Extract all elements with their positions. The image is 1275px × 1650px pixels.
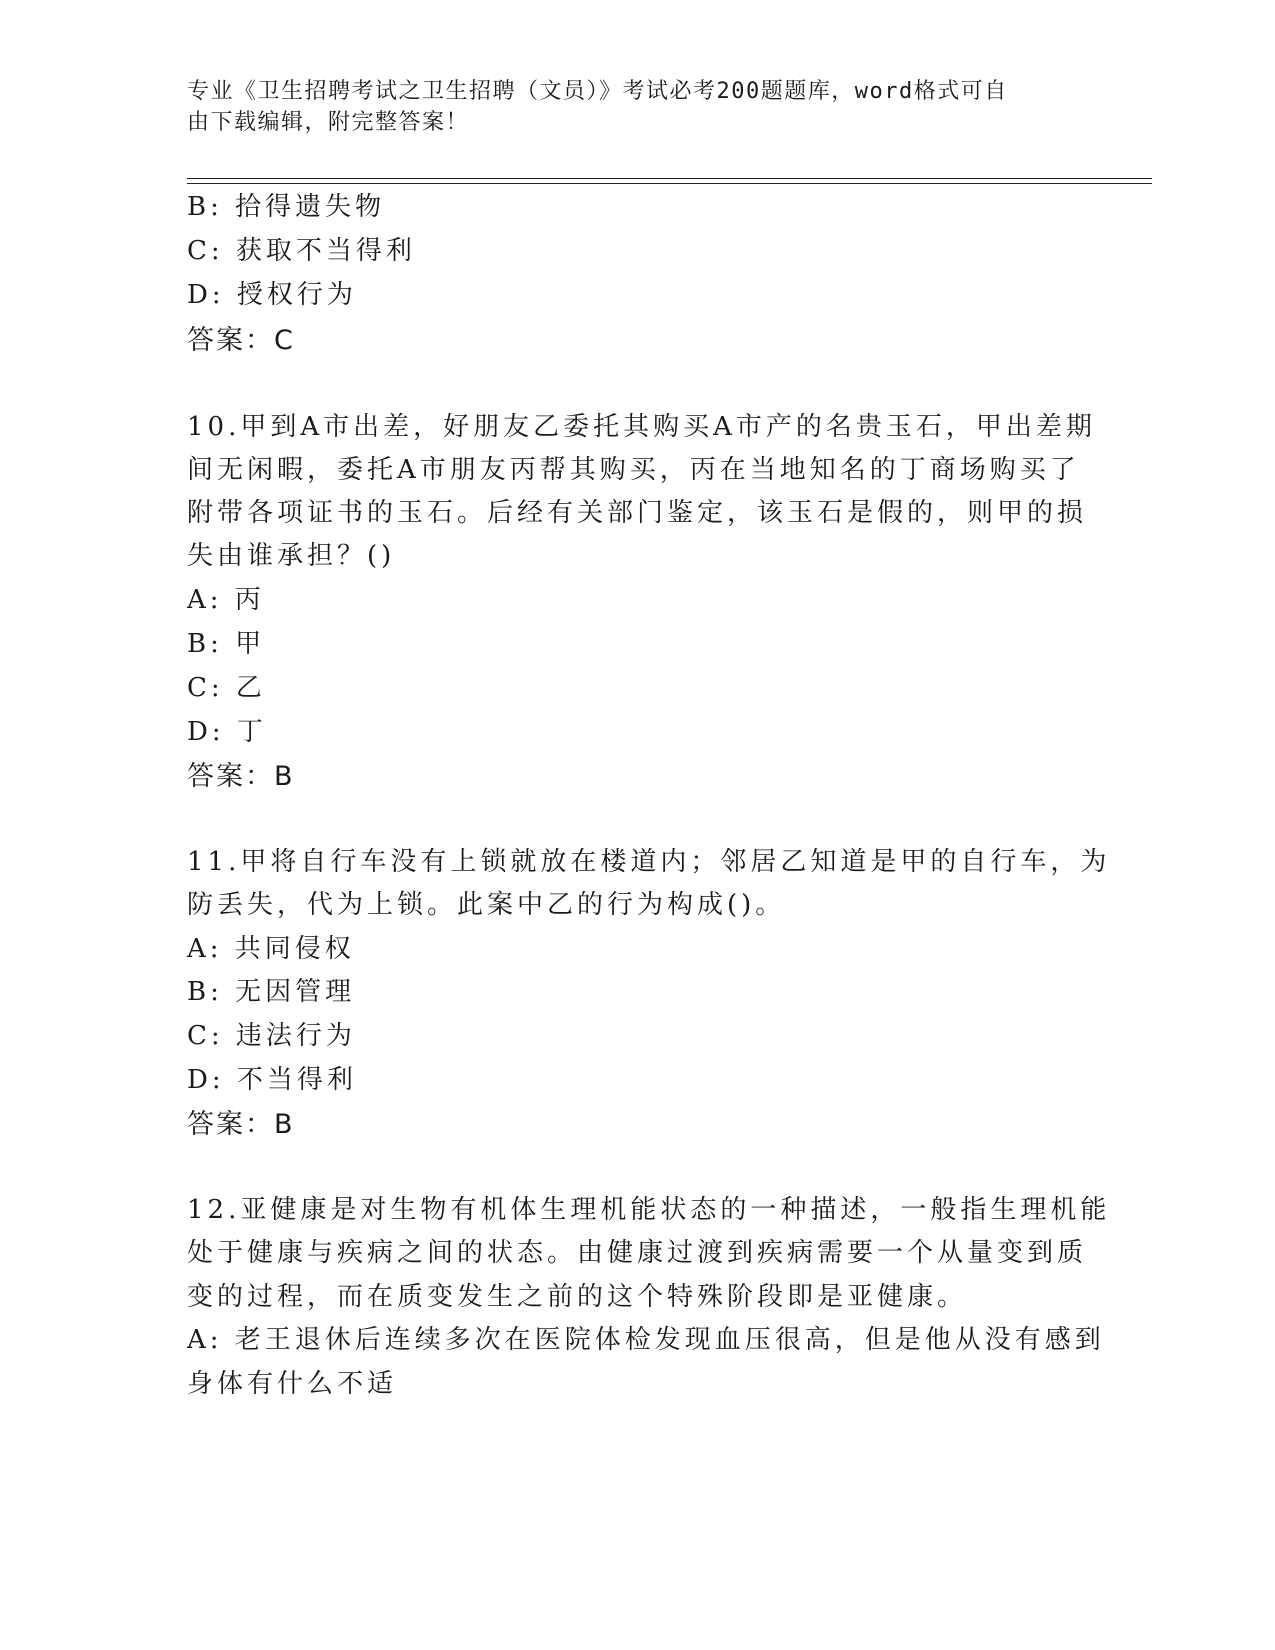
q10-stem-line-2: 间无闲暇，委托A市朋友丙帮其购买，丙在当地知名的丁商场购买了 xyxy=(187,455,1080,485)
q10-stem-line-1: 10.甲到A市出差，好朋友乙委托其购买A市产的名贵玉石，甲出差期 xyxy=(187,412,1096,442)
q10-stem-line-3: 附带各项证书的玉石。后经有关部门鉴定，该玉石是假的，则甲的损 xyxy=(187,498,1088,528)
q9-option-b: B: 拾得遗失物 xyxy=(187,192,386,222)
q12-option-a-line-1: A: 老王退休后连续多次在医院体检发现血压很高，但是他从没有感到 xyxy=(187,1325,1105,1355)
header-line-1: 专业《卫生招聘考试之卫生招聘（文员）》考试必考200题题库，word格式可自 xyxy=(187,79,1008,104)
q12-option-a-line-2: 身体有什么不适 xyxy=(187,1369,398,1399)
document-header xyxy=(187,76,1067,138)
q10-answer: 答案：B xyxy=(187,761,295,792)
q10-option-b: B: 甲 xyxy=(187,629,266,659)
q12-stem-line-2: 处于健康与疾病之间的状态。由健康过渡到疾病需要一个从量变到质 xyxy=(187,1238,1088,1268)
header-divider-bottom xyxy=(187,183,1152,184)
q11-option-d: D: 不当得利 xyxy=(187,1065,357,1095)
q9-answer: 答案：C xyxy=(187,325,295,356)
q10-option-d: D: 丁 xyxy=(187,717,267,747)
header-divider-top xyxy=(187,178,1152,179)
q11-answer: 答案：B xyxy=(187,1109,295,1140)
q9-option-c: C: 获取不当得利 xyxy=(187,236,416,266)
q9-option-d: D: 授权行为 xyxy=(187,280,357,310)
q11-option-c: C: 违法行为 xyxy=(187,1021,356,1051)
q11-option-a: A: 共同侵权 xyxy=(187,934,355,964)
q11-stem-line-1: 11.甲将自行车没有上锁就放在楼道内；邻居乙知道是甲的自行车，为 xyxy=(187,847,1111,877)
header-line-2: 由下载编辑，附完整答案！ xyxy=(187,110,470,135)
q10-option-a: A: 丙 xyxy=(187,585,265,615)
q12-stem-line-1: 12.亚健康是对生物有机体生理机能状态的一种描述，一般指生理机能 xyxy=(187,1195,1111,1225)
q11-stem-line-2: 防丢失，代为上锁。此案中乙的行为构成()。 xyxy=(187,890,786,920)
q12-stem-line-3: 变的过程，而在质变发生之前的这个特殊阶段即是亚健康。 xyxy=(187,1282,968,1312)
q10-option-c: C: 乙 xyxy=(187,673,266,703)
q10-stem-line-4: 失由谁承担？() xyxy=(187,541,396,571)
q11-option-b: B: 无因管理 xyxy=(187,977,356,1007)
